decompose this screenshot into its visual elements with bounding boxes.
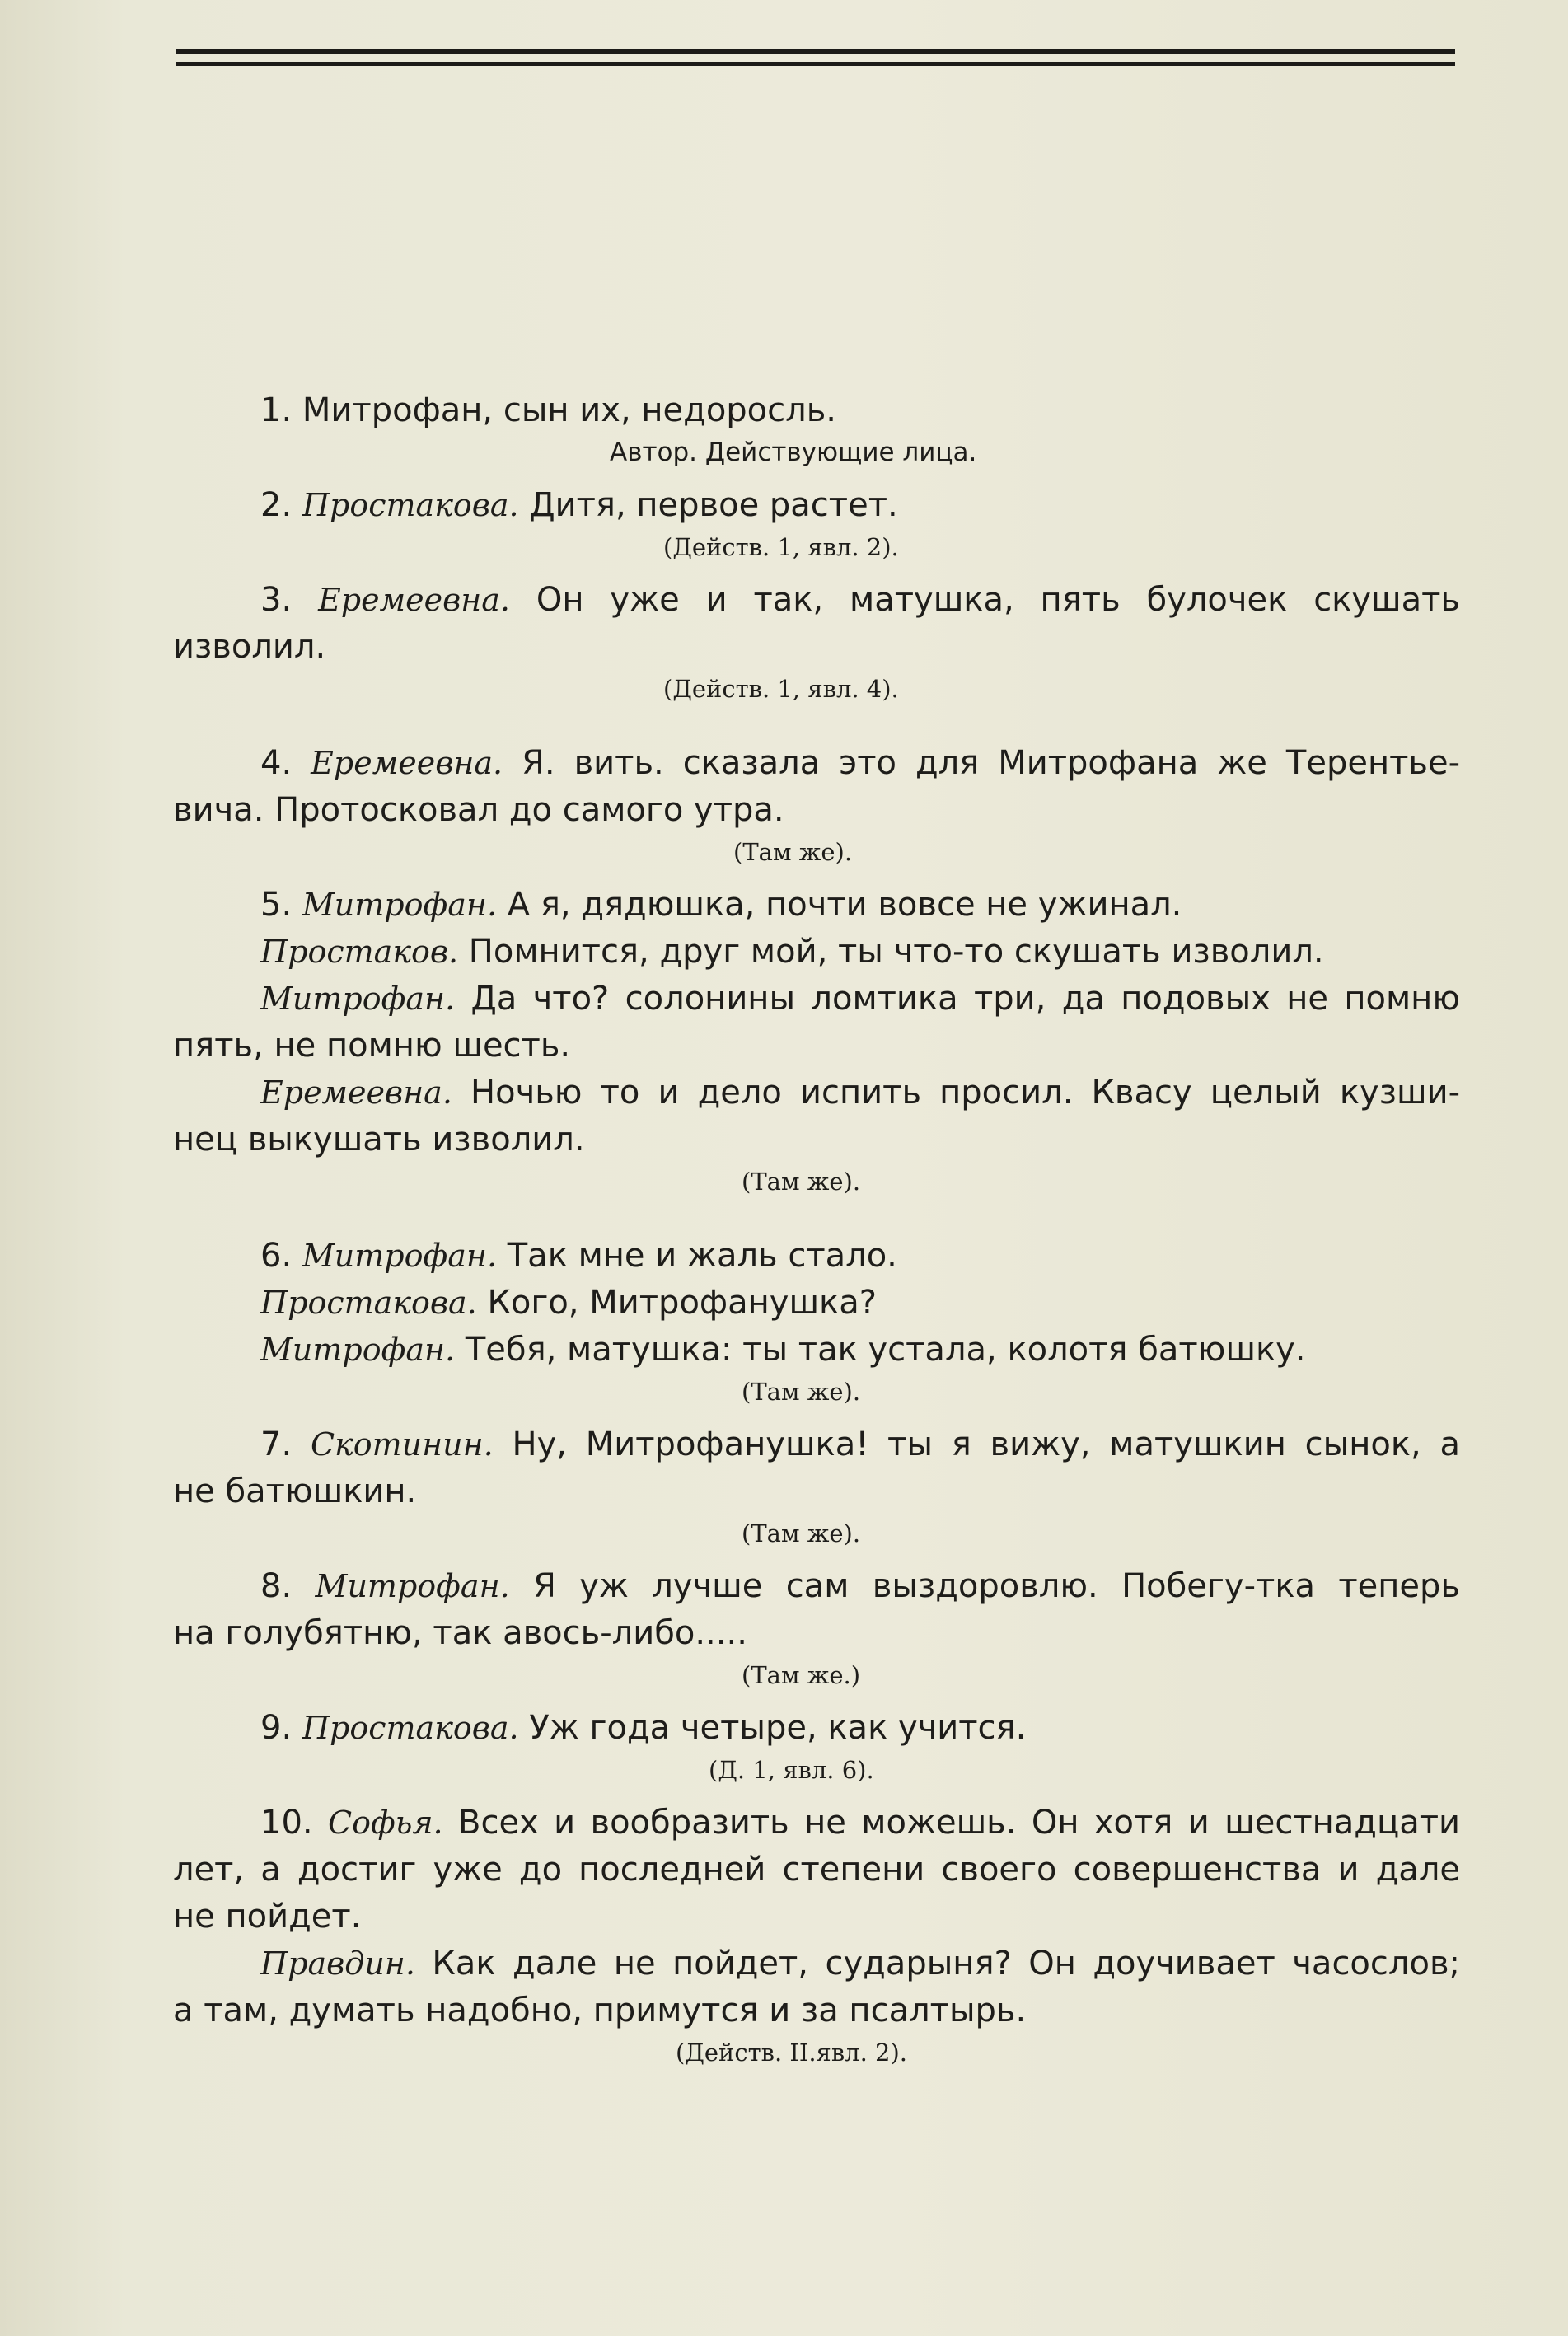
quotations-block [173,387,1460,2071]
entry-text: Дитя, первое растет. [518,486,898,524]
entry-3 [173,577,1460,624]
entry-6-source: (Там же). [742,1378,861,1406]
entry-6-line-2 [173,1280,1460,1327]
header-double-rule [176,49,1455,66]
entry-number: 9. [260,1709,293,1747]
speaker-name: Простаков. [260,934,459,970]
entry-text: Кого, Митрофанушка? [476,1284,877,1322]
speaker-name: Еремеевна. [318,582,510,618]
entry-text: Так мне и жаль стало. [497,1237,897,1275]
entry-text: Я уж лучше сам выздоровлю. Побегу-тка теперь [533,1567,1461,1605]
entry-number: 3. [260,581,293,619]
entry-text: Митрофан, сын их, недоросль. [302,391,836,429]
entry-2 [173,482,1460,529]
entry-7 [173,1421,1460,1468]
entry-1 [173,387,1460,434]
entry-9 [173,1705,1460,1752]
entry-10-line-2 [173,1940,1460,1987]
entry-text: Да что? солонины ломтика три, да подовых не помню [470,980,1460,1018]
entry-2-source: (Действ. 1, явл. 2). [663,533,899,561]
entry-8-source: (Там же.) [742,1661,861,1689]
entry-number: 7. [260,1425,293,1463]
entry-number: 5. [260,886,293,924]
entry-number: 4. [260,744,293,782]
entry-text: Помнится, друг мой, ты что-то скушать изволил. [458,933,1324,971]
entry-text: Как дале не пойдет, сударыня? Он доучивает часослов; [432,1945,1460,1983]
entry-10-continuation: лет, а достиг уже до последней степени своего совершенства и дале [173,1851,1460,1889]
entry-4-continuation: вича. Протосковал до самого утра. [173,791,784,829]
entry-6 [173,1233,1460,1280]
entry-6-line-3 [173,1327,1460,1374]
entry-text: Я. вить. сказала это для Митрофана же Терентье- [522,744,1461,782]
entry-text: Он уже и так, матушка, пять булочек скушать [536,581,1461,619]
entry-1-source: Автор. Действующие лица. [610,438,977,467]
entry-7-source: (Там же). [742,1519,861,1547]
entry-8-continuation: на голубятню, так авось-либо..... [173,1614,747,1652]
entry-4 [173,740,1460,787]
entry-text: Ну, Митрофанушка! ты я вижу, матушкин сынок, а [512,1425,1461,1463]
entry-text: Ночью то и дело испить просил. Квасу целый кузши- [470,1074,1461,1112]
entry-number: 2. [260,486,293,524]
entry-text: А я, дядюшка, почти вовсе не ужинал. [497,886,1182,924]
speaker-name: Софья. [328,1805,443,1841]
entry-5-line-3-continuation: пять, не помню шесть. [173,1027,571,1065]
speaker-name: Митрофан. [315,1568,510,1604]
entry-3-continuation: изволил. [173,628,326,666]
speaker-name: Еремеевна. [311,745,503,781]
entry-10-line-2-continuation: а там, думать надобно, примутся и за псалтырь. [173,1992,1027,2029]
speaker-name: Простакова. [302,1710,519,1746]
speaker-name: Правдин. [260,1945,415,1982]
entry-text: Всех и вообразить не можешь. Он хотя и шестнадцати [458,1804,1460,1842]
speaker-name: Митрофан. [302,1238,498,1274]
speaker-name: Митрофан. [260,981,456,1017]
entry-10 [173,1800,1460,1847]
entry-10-source: (Действ. II.явл. 2). [676,2039,908,2067]
entry-5 [173,882,1460,929]
entry-8 [173,1563,1460,1610]
entry-7-continuation: не батюшкин. [173,1472,417,1510]
entry-number: 1. [260,391,293,429]
entry-text: Уж года четыре, как учится. [518,1709,1027,1747]
entry-10-continuation-2: не пойдет. [173,1898,362,1936]
speaker-name: Митрофан. [302,887,498,923]
entry-number: 6. [260,1237,293,1275]
speaker-name: Скотинин. [310,1426,494,1463]
entry-number: 10. [260,1804,313,1842]
speaker-name: Еремеевна. [260,1074,452,1111]
entry-3-source: (Действ. 1, явл. 4). [663,675,899,703]
entry-5-line-2 [173,929,1460,976]
speaker-name: Простакова. [260,1285,477,1321]
entry-number: 8. [260,1567,293,1605]
speaker-name: Простакова. [302,487,519,523]
entry-5-source: (Там же). [742,1168,861,1196]
entry-5-line-4 [173,1070,1460,1117]
entry-5-line-4-continuation: нец выкушать изволил. [173,1121,585,1159]
entry-5-line-3 [173,976,1460,1023]
entry-4-source: (Там же). [733,838,853,866]
entry-text: Тебя, матушка: ты так устала, колотя батюшку. [455,1331,1306,1369]
speaker-name: Митрофан. [260,1332,456,1368]
entry-9-source: (Д. 1, явл. 6). [709,1756,874,1784]
